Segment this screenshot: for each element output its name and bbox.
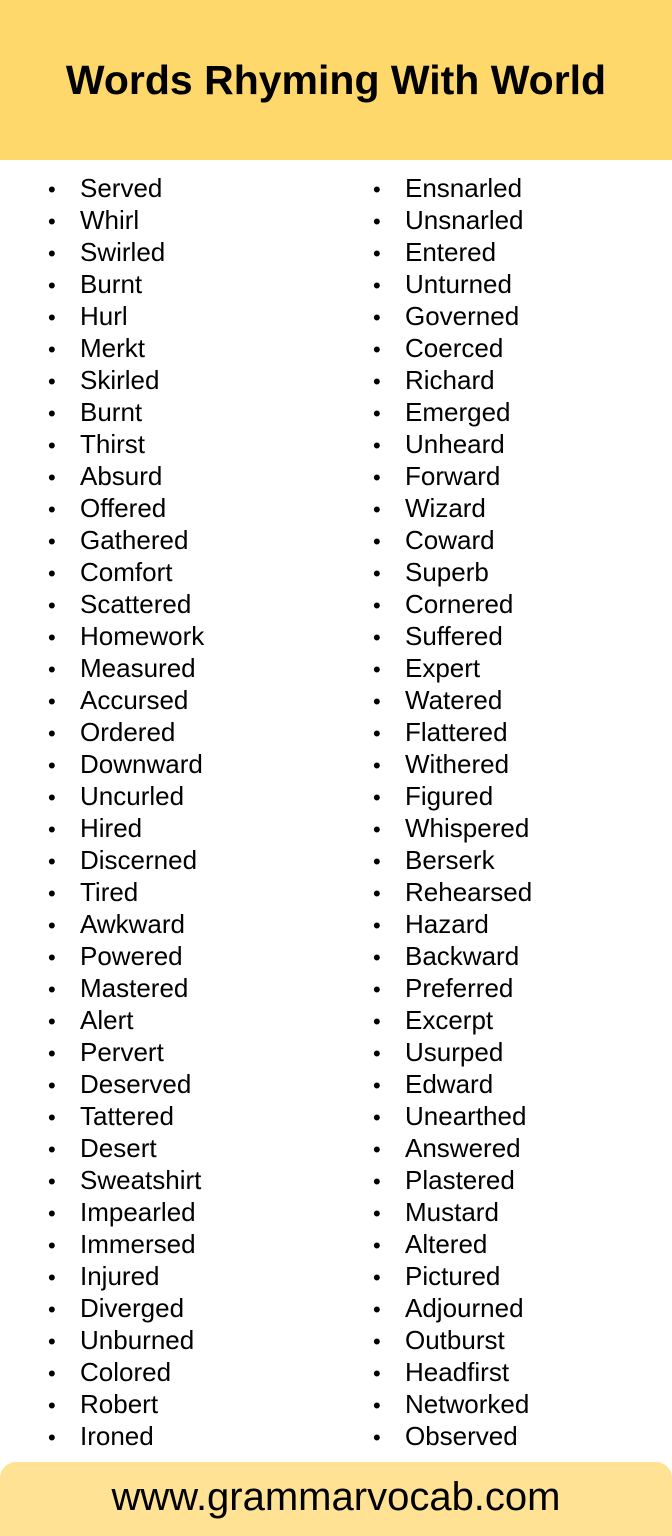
bullet-icon: •	[48, 305, 56, 330]
word-text: Watered	[405, 685, 503, 715]
bullet-icon: •	[48, 1233, 56, 1258]
bullet-icon: •	[48, 1073, 56, 1098]
word-list-item	[373, 1292, 532, 1324]
bullet-icon: •	[48, 1105, 56, 1130]
word-text: Deserved	[80, 1069, 192, 1099]
word-text: Rehearsed	[405, 877, 533, 907]
bullet-icon: •	[48, 721, 56, 746]
word-list-item	[48, 396, 204, 428]
word-list-item	[48, 876, 204, 908]
word-list-item	[48, 780, 204, 812]
word-list-item	[48, 524, 204, 556]
word-text: Figured	[405, 781, 494, 811]
word-text: Superb	[405, 557, 489, 587]
word-list-item	[48, 1004, 204, 1036]
word-list-item	[48, 172, 204, 204]
word-text: Suffered	[405, 621, 503, 651]
word-list-item	[48, 716, 204, 748]
word-text: Burnt	[80, 269, 143, 299]
word-text: Unearthed	[405, 1101, 527, 1131]
word-text: Downward	[80, 749, 203, 779]
word-text: Whirl	[80, 205, 140, 235]
word-list-item	[373, 748, 532, 780]
word-list-item	[373, 588, 532, 620]
bullet-icon: •	[48, 881, 56, 906]
bullet-icon: •	[373, 977, 381, 1002]
word-text: Measured	[80, 653, 196, 683]
word-text: Impearled	[80, 1197, 196, 1227]
word-list-item	[48, 1324, 204, 1356]
word-text: Excerpt	[405, 1005, 494, 1035]
word-text: Burnt	[80, 397, 143, 427]
word-text: Unheard	[405, 429, 505, 459]
bullet-icon: •	[48, 657, 56, 682]
bullet-icon: •	[48, 337, 56, 362]
website-url: www.grammarvocab.com	[111, 1475, 561, 1519]
bullet-icon: •	[48, 561, 56, 586]
word-text: Entered	[405, 237, 497, 267]
bullet-icon: •	[373, 689, 381, 714]
word-text: Offered	[80, 493, 167, 523]
word-list-item	[48, 460, 204, 492]
word-text: Observed	[405, 1421, 518, 1451]
word-text: Wizard	[405, 493, 486, 523]
bullet-icon: •	[373, 561, 381, 586]
word-text: Tired	[80, 877, 139, 907]
word-text: Scattered	[80, 589, 192, 619]
word-text: Awkward	[80, 909, 186, 939]
word-text: Comfort	[80, 557, 173, 587]
footer-banner	[0, 1462, 672, 1536]
word-list-item	[373, 428, 532, 460]
bullet-icon: •	[48, 1201, 56, 1226]
bullet-icon: •	[48, 1361, 56, 1386]
bullet-icon: •	[48, 1169, 56, 1194]
bullet-icon: •	[373, 1265, 381, 1290]
word-list-item	[373, 940, 532, 972]
word-text: Thirst	[80, 429, 145, 459]
word-list-item	[373, 1228, 532, 1260]
word-list-item	[373, 1356, 532, 1388]
word-text: Ordered	[80, 717, 176, 747]
word-list-item	[373, 396, 532, 428]
word-text: Adjourned	[405, 1293, 524, 1323]
word-list-item	[48, 492, 204, 524]
word-text: Merkt	[80, 333, 145, 363]
word-list-item	[373, 716, 532, 748]
page-title: Words Rhyming With World	[65, 57, 607, 103]
word-text: Mastered	[80, 973, 189, 1003]
bullet-icon: •	[373, 721, 381, 746]
word-text: Cornered	[405, 589, 514, 619]
bullet-icon: •	[373, 785, 381, 810]
word-list-right	[373, 172, 532, 1452]
bullet-icon: •	[373, 401, 381, 426]
bullet-icon: •	[373, 1169, 381, 1194]
word-list-item	[48, 1100, 204, 1132]
bullet-icon: •	[373, 1297, 381, 1322]
word-list-item	[373, 1036, 532, 1068]
word-list-item	[373, 1132, 532, 1164]
bullet-icon: •	[48, 1137, 56, 1162]
bullet-icon: •	[48, 689, 56, 714]
word-text: Withered	[405, 749, 510, 779]
word-text: Swirled	[80, 237, 166, 267]
bullet-icon: •	[373, 1105, 381, 1130]
bullet-icon: •	[373, 177, 381, 202]
bullet-icon: •	[48, 369, 56, 394]
bullet-icon: •	[373, 529, 381, 554]
word-list-item	[48, 1260, 204, 1292]
bullet-icon: •	[48, 1393, 56, 1418]
word-list-item	[48, 300, 204, 332]
word-list-item	[48, 364, 204, 396]
word-list-item	[48, 940, 204, 972]
word-text: Plastered	[405, 1165, 515, 1195]
word-text: Injured	[80, 1261, 160, 1291]
bullet-icon: •	[373, 337, 381, 362]
bullet-icon: •	[373, 305, 381, 330]
bullet-icon: •	[48, 817, 56, 842]
word-list-item	[48, 748, 204, 780]
bullet-icon: •	[373, 1425, 381, 1450]
word-text: Ironed	[80, 1421, 154, 1451]
word-list-item	[48, 1292, 204, 1324]
word-list-item	[48, 1132, 204, 1164]
word-text: Richard	[405, 365, 495, 395]
word-text: Discerned	[80, 845, 198, 875]
word-text: Alert	[80, 1005, 134, 1035]
bullet-icon: •	[48, 497, 56, 522]
bullet-icon: •	[48, 241, 56, 266]
word-text: Edward	[405, 1069, 494, 1099]
word-list-item	[373, 812, 532, 844]
bullet-icon: •	[373, 1361, 381, 1386]
bullet-icon: •	[48, 593, 56, 618]
word-list-item	[48, 1036, 204, 1068]
bullet-icon: •	[373, 209, 381, 234]
word-text: Outburst	[405, 1325, 505, 1355]
word-text: Forward	[405, 461, 501, 491]
word-text: Headfirst	[405, 1357, 510, 1387]
word-text: Absurd	[80, 461, 163, 491]
bullet-icon: •	[48, 625, 56, 650]
word-list-item	[48, 1356, 204, 1388]
word-list-left	[48, 172, 204, 1452]
bullet-icon: •	[373, 657, 381, 682]
bullet-icon: •	[48, 209, 56, 234]
word-text: Whispered	[405, 813, 530, 843]
word-list-item	[373, 364, 532, 396]
word-list-item	[373, 780, 532, 812]
word-list-item	[48, 588, 204, 620]
word-text: Unsnarled	[405, 205, 524, 235]
bullet-icon: •	[373, 497, 381, 522]
word-text: Diverged	[80, 1293, 185, 1323]
word-list-item	[373, 204, 532, 236]
word-list-item	[48, 268, 204, 300]
word-list-item	[48, 1164, 204, 1196]
word-list-item	[373, 172, 532, 204]
word-list-item	[48, 1228, 204, 1260]
bullet-icon: •	[373, 913, 381, 938]
bullet-icon: •	[373, 849, 381, 874]
word-text: Uncurled	[80, 781, 185, 811]
word-list-item	[373, 300, 532, 332]
word-list-item	[373, 908, 532, 940]
word-list-item	[48, 972, 204, 1004]
word-list-item	[48, 620, 204, 652]
bullet-icon: •	[48, 433, 56, 458]
word-text: Coerced	[405, 333, 504, 363]
word-list-item	[373, 1324, 532, 1356]
bullet-icon: •	[373, 1393, 381, 1418]
bullet-icon: •	[48, 785, 56, 810]
bullet-icon: •	[373, 1329, 381, 1354]
word-list-item	[48, 1420, 204, 1452]
word-text: Berserk	[405, 845, 495, 875]
bullet-icon: •	[48, 913, 56, 938]
word-list-item	[373, 972, 532, 1004]
word-text: Gathered	[80, 525, 189, 555]
word-text: Governed	[405, 301, 520, 331]
word-text: Answered	[405, 1133, 521, 1163]
bullet-icon: •	[48, 977, 56, 1002]
word-list-item	[373, 1260, 532, 1292]
word-list-item	[373, 684, 532, 716]
word-list-item	[373, 1004, 532, 1036]
word-list-item	[373, 1164, 532, 1196]
word-text: Unburned	[80, 1325, 195, 1355]
word-text: Immersed	[80, 1229, 196, 1259]
word-list-item	[48, 1196, 204, 1228]
word-text: Hazard	[405, 909, 489, 939]
word-text: Colored	[80, 1357, 172, 1387]
word-text: Pictured	[405, 1261, 501, 1291]
bullet-icon: •	[373, 1041, 381, 1066]
bullet-icon: •	[373, 753, 381, 778]
word-list-item	[373, 844, 532, 876]
word-list-item	[48, 652, 204, 684]
word-list-item	[373, 1100, 532, 1132]
word-list-item	[48, 1388, 204, 1420]
bullet-icon: •	[48, 273, 56, 298]
word-text: Ensnarled	[405, 173, 523, 203]
word-text: Coward	[405, 525, 495, 555]
bullet-icon: •	[373, 1073, 381, 1098]
word-list-item	[373, 1420, 532, 1452]
word-text: Altered	[405, 1229, 488, 1259]
bullet-icon: •	[48, 1041, 56, 1066]
word-list-item	[48, 236, 204, 268]
word-list-item	[373, 524, 532, 556]
bullet-icon: •	[373, 465, 381, 490]
bullet-icon: •	[373, 1009, 381, 1034]
word-list-item	[373, 332, 532, 364]
word-text: Robert	[80, 1389, 159, 1419]
word-list-item	[48, 204, 204, 236]
bullet-icon: •	[48, 1297, 56, 1322]
bullet-icon: •	[373, 1137, 381, 1162]
word-text: Accursed	[80, 685, 189, 715]
bullet-icon: •	[373, 945, 381, 970]
word-text: Backward	[405, 941, 520, 971]
word-list-item	[373, 652, 532, 684]
word-text: Usurped	[405, 1037, 504, 1067]
word-text: Emerged	[405, 397, 511, 427]
word-text: Powered	[80, 941, 183, 971]
word-list-item	[48, 1068, 204, 1100]
word-text: Expert	[405, 653, 481, 683]
word-list-item	[48, 428, 204, 460]
bullet-icon: •	[373, 273, 381, 298]
bullet-icon: •	[48, 849, 56, 874]
word-list-item	[48, 556, 204, 588]
bullet-icon: •	[373, 625, 381, 650]
word-list-item	[373, 1388, 532, 1420]
word-text: Skirled	[80, 365, 160, 395]
word-list-item	[373, 1068, 532, 1100]
word-text: Preferred	[405, 973, 514, 1003]
bullet-icon: •	[373, 369, 381, 394]
bullet-icon: •	[48, 177, 56, 202]
word-list-item	[373, 556, 532, 588]
bullet-icon: •	[373, 881, 381, 906]
word-list-item	[373, 876, 532, 908]
bullet-icon: •	[48, 945, 56, 970]
bullet-icon: •	[373, 1201, 381, 1226]
word-list-item	[48, 812, 204, 844]
word-list-item	[373, 492, 532, 524]
word-text: Tattered	[80, 1101, 174, 1131]
word-text: Desert	[80, 1133, 157, 1163]
word-text: Pervert	[80, 1037, 164, 1067]
bullet-icon: •	[48, 1329, 56, 1354]
word-list-item	[48, 844, 204, 876]
word-text: Flattered	[405, 717, 508, 747]
word-list-item	[373, 620, 532, 652]
word-list-item	[373, 460, 532, 492]
word-text: Unturned	[405, 269, 512, 299]
word-list-item	[373, 236, 532, 268]
word-list-item	[48, 908, 204, 940]
bullet-icon: •	[373, 593, 381, 618]
word-text: Networked	[405, 1389, 530, 1419]
word-text: Mustard	[405, 1197, 499, 1227]
bullet-icon: •	[373, 433, 381, 458]
word-text: Served	[80, 173, 163, 203]
bullet-icon: •	[48, 529, 56, 554]
header-banner	[0, 0, 672, 160]
bullet-icon: •	[48, 753, 56, 778]
word-list-item	[373, 268, 532, 300]
bullet-icon: •	[48, 1265, 56, 1290]
word-list-item	[48, 684, 204, 716]
word-text: Sweatshirt	[80, 1165, 202, 1195]
bullet-icon: •	[48, 1425, 56, 1450]
bullet-icon: •	[48, 1009, 56, 1034]
bullet-icon: •	[373, 817, 381, 842]
word-text: Homework	[80, 621, 205, 651]
word-text: Hired	[80, 813, 143, 843]
word-list-item	[373, 1196, 532, 1228]
bullet-icon: •	[48, 401, 56, 426]
bullet-icon: •	[373, 1233, 381, 1258]
bullet-icon: •	[373, 241, 381, 266]
bullet-icon: •	[48, 465, 56, 490]
word-text: Hurl	[80, 301, 128, 331]
word-list-item	[48, 332, 204, 364]
